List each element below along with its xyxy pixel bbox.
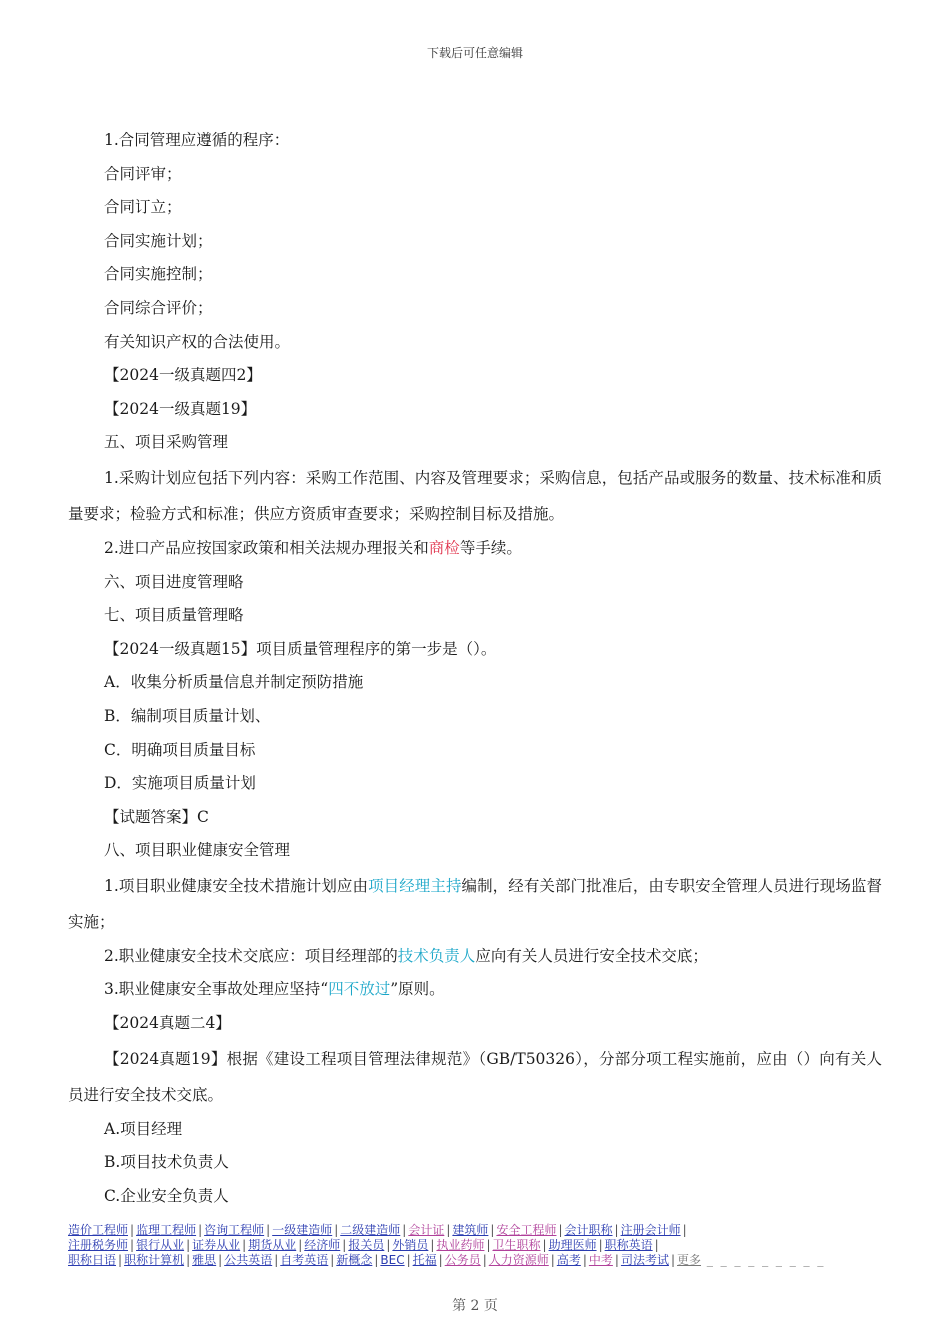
exam-link[interactable]: 托福 (412, 1253, 437, 1267)
exam-link[interactable]: 证券从业 (192, 1238, 241, 1252)
paragraph-text: 应向有关人员进行安全技术交底； (475, 946, 708, 965)
exam-link[interactable]: 人力资源师 (488, 1253, 549, 1267)
link-separator: | (654, 1238, 659, 1252)
link-separator: | (198, 1223, 203, 1237)
link-separator: | (582, 1253, 587, 1267)
paragraph-text: 2.进口产品应按国家政策和相关法规办理报关和 (104, 538, 429, 557)
paragraph: 【2024一级真题四2】 (104, 366, 262, 385)
link-separator: | (682, 1223, 687, 1237)
document-body (68, 124, 882, 1213)
exam-link[interactable]: 助理医师 (548, 1238, 597, 1252)
paragraph: 合同实施控制； (104, 265, 213, 284)
link-separator: | (486, 1238, 491, 1252)
paragraph-text: 等手续。 (459, 538, 522, 557)
page-header: 下载后可任意编辑 (426, 46, 523, 60)
paragraph-text: ”原则。 (390, 980, 445, 999)
exam-link[interactable]: 卫生职称 (492, 1238, 541, 1252)
paragraph-text: 1.项目职业健康安全技术措施计划应由 (104, 876, 369, 895)
paragraph: A.项目经理 (104, 1119, 183, 1138)
exam-link[interactable]: 咨询工程师 (204, 1223, 265, 1237)
exam-link[interactable]: 经济师 (304, 1238, 341, 1252)
link-separator: | (438, 1253, 443, 1267)
paragraph (68, 532, 882, 566)
paragraph: A．收集分析质量信息并制定预防措施 (104, 673, 364, 692)
paragraph-text: 2.职业健康安全技术交底应：项目经理部的 (104, 946, 398, 965)
paragraph: 合同实施计划； (104, 231, 213, 250)
highlighted-term: 技术负责人 (397, 946, 476, 965)
paragraph-text: 3.职业健康安全事故处理应坚持“ (104, 980, 329, 999)
paragraph: C．明确项目质量目标 (104, 740, 256, 759)
exam-link[interactable]: 银行从业 (136, 1238, 185, 1252)
exam-link[interactable]: 安全工程师 (496, 1223, 557, 1237)
link-separator: | (598, 1238, 603, 1252)
exam-link[interactable]: 建筑师 (452, 1223, 489, 1237)
link-row (68, 1253, 888, 1268)
exam-link[interactable]: 外销员 (392, 1238, 429, 1252)
page-number: 第 2 页 (452, 1298, 498, 1314)
link-row (68, 1238, 888, 1253)
link-separator: | (614, 1223, 619, 1237)
paragraph: 1.合同管理应遵循的程序： (104, 131, 290, 149)
exam-link[interactable]: 注册会计师 (620, 1223, 681, 1237)
paragraph: 合同订立； (104, 198, 182, 217)
exam-link[interactable]: 造价工程师 (68, 1223, 129, 1237)
exam-link[interactable]: 职称英语 (604, 1238, 653, 1252)
paragraph: 合同评审； (104, 164, 182, 183)
link-separator: | (406, 1253, 411, 1267)
exam-link[interactable]: 注册税务师 (68, 1238, 129, 1252)
paragraph (68, 940, 882, 974)
exam-link[interactable]: 职称日语 (68, 1253, 117, 1267)
link-separator: | (430, 1238, 435, 1252)
exam-link[interactable]: 一级建造师 (272, 1223, 333, 1237)
link-separator: | (130, 1223, 135, 1237)
link-separator: | (670, 1253, 675, 1267)
dashed-filler: _ _ _ _ _ _ _ _ _ (701, 1253, 826, 1267)
paragraph (68, 868, 882, 940)
link-separator: | (242, 1238, 247, 1252)
paragraph: 【2024真题二4】 (104, 1014, 231, 1033)
paragraph: 七、项目质量管理略 (104, 606, 244, 625)
link-separator: | (186, 1253, 191, 1267)
exam-link[interactable]: 雅思 (192, 1253, 217, 1267)
link-separator: | (490, 1223, 495, 1237)
exam-link[interactable]: BEC (380, 1253, 405, 1267)
paragraph: 八、项目职业健康安全管理 (104, 841, 291, 860)
exam-link[interactable]: 司法考试 (620, 1253, 669, 1267)
exam-link[interactable]: 会计证 (408, 1223, 445, 1237)
paragraph: 六、项目进度管理略 (104, 572, 244, 591)
link-row (68, 1223, 888, 1238)
paragraph: 合同综合评价； (104, 298, 213, 317)
exam-link[interactable]: 期货从业 (248, 1238, 297, 1252)
paragraph: 【2024一级真题15】项目质量管理程序的第一步是（）。 (104, 639, 497, 658)
link-separator: | (550, 1253, 555, 1267)
paragraph: 【2024真题19】根据《建设工程项目管理法律规范》（GB/T50326），分部分项工程实施前，应由（）向有关人员进行安全技术交底。 (68, 1049, 882, 1104)
paragraph: 五、项目采购管理 (104, 433, 229, 452)
link-separator: | (446, 1223, 451, 1237)
link-separator: | (186, 1238, 191, 1252)
paragraph: B.项目技术负责人 (104, 1153, 229, 1172)
paragraph: D．实施项目质量计划 (104, 774, 256, 793)
exam-link[interactable]: 二级建造师 (340, 1223, 401, 1237)
exam-link[interactable]: 更多 (677, 1253, 702, 1267)
link-separator: | (374, 1253, 379, 1267)
paragraph (68, 973, 882, 1007)
exam-link[interactable]: 报关员 (348, 1238, 385, 1252)
exam-link[interactable]: 自考英语 (280, 1253, 329, 1267)
link-separator: | (330, 1253, 335, 1267)
paragraph: 【试题答案】C (104, 807, 209, 826)
exam-link[interactable]: 高考 (556, 1253, 581, 1267)
exam-link[interactable]: 中考 (588, 1253, 613, 1267)
exam-link[interactable]: 新概念 (336, 1253, 373, 1267)
link-separator: | (218, 1253, 223, 1267)
paragraph: C.企业安全负责人 (104, 1186, 229, 1205)
link-separator: | (334, 1223, 339, 1237)
exam-links-footer (68, 1223, 888, 1268)
highlighted-term: 四不放过 (328, 980, 391, 999)
highlighted-term: 商检 (428, 538, 460, 557)
paragraph: 1.采购计划应包括下列内容：采购工作范围、内容及管理要求；采购信息，包括产品或服务的数量、技术标准和质量要求；检验方式和标准；供应方资质审查要求；采购控制目标及措施。 (68, 468, 882, 523)
exam-link[interactable]: 会计职称 (564, 1223, 613, 1237)
exam-link[interactable]: 公务员 (444, 1253, 481, 1267)
link-separator: | (274, 1253, 279, 1267)
link-separator: | (130, 1238, 135, 1252)
link-separator: | (386, 1238, 391, 1252)
exam-link[interactable]: 监理工程师 (136, 1223, 197, 1237)
paragraph: 【2024一级真题19】 (104, 399, 257, 418)
paragraph-text: 编制，经有关部门批准后，由专职安全管理人员进行现场监督实施； (68, 876, 882, 931)
link-separator: | (614, 1253, 619, 1267)
link-separator: | (342, 1238, 347, 1252)
exam-link[interactable]: 执业药师 (436, 1238, 485, 1252)
exam-link[interactable]: 公共英语 (224, 1253, 273, 1267)
link-separator: | (266, 1223, 271, 1237)
link-separator: | (558, 1223, 563, 1237)
link-separator: | (542, 1238, 547, 1252)
exam-link[interactable]: 职称计算机 (124, 1253, 185, 1267)
link-separator: | (118, 1253, 123, 1267)
paragraph: 有关知识产权的合法使用。 (104, 332, 291, 351)
highlighted-term: 项目经理主持 (368, 876, 462, 895)
link-separator: | (298, 1238, 303, 1252)
link-separator: | (482, 1253, 487, 1267)
paragraph: B．编制项目质量计划、 (104, 706, 271, 725)
link-separator: | (402, 1223, 407, 1237)
